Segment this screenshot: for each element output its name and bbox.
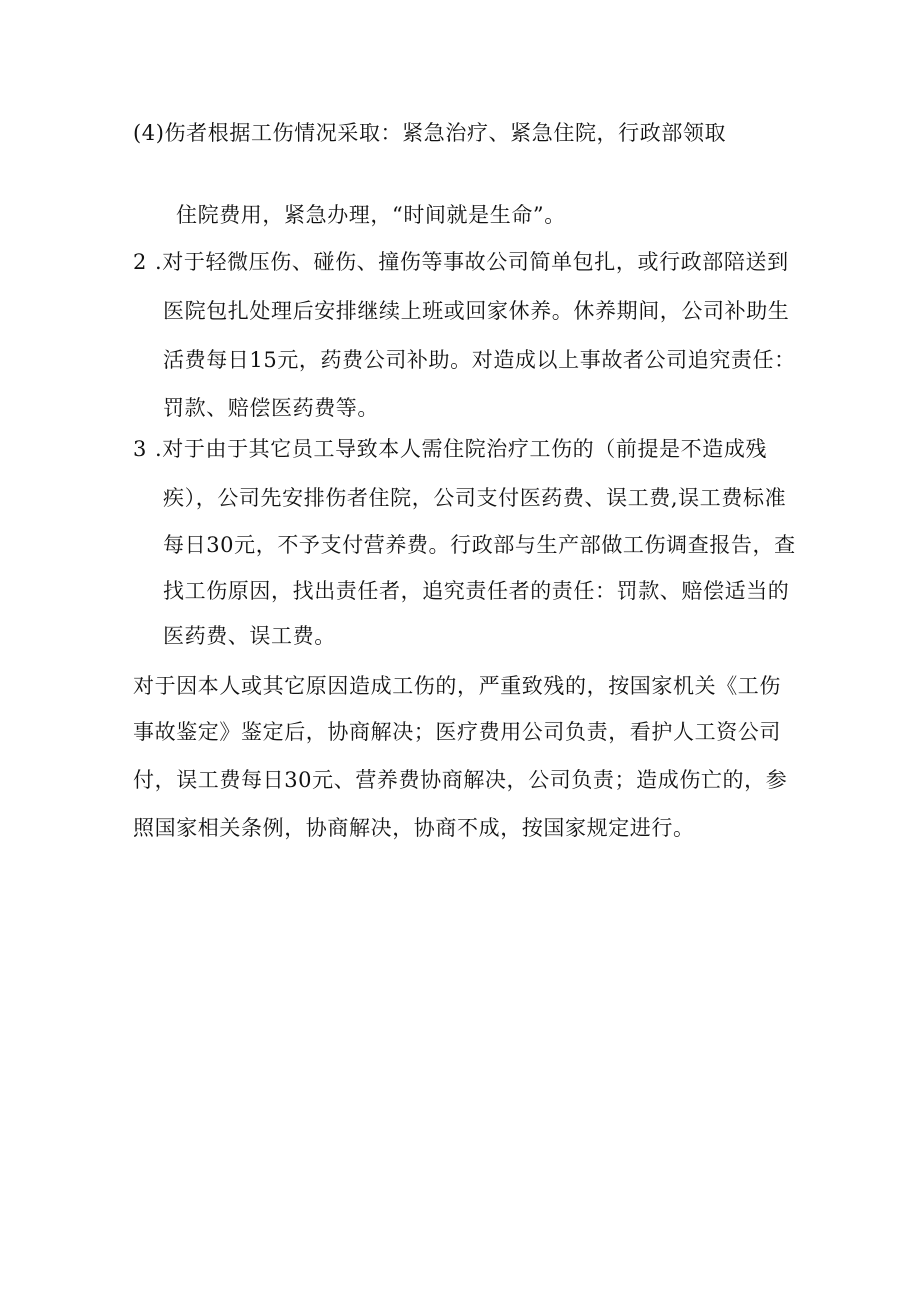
item3-line-2: 疾），公司先安排伤者住院，公司支付医药费、误工费,误工费标准 xyxy=(163,486,787,510)
item3-line-4: 找工伤原因，找出责任者，追究责任者的责任：罚款、赔偿适当的 xyxy=(163,579,790,603)
item4-line-2: 住院费用，紧急办理，“时间就是生命”。 xyxy=(176,203,566,227)
final-paragraph-line-4: 照国家相关条例，协商解决，协商不成，按国家规定进行。 xyxy=(133,816,695,840)
item3-line-5: 医药费、误工费。 xyxy=(163,624,336,648)
final-paragraph-line-3: 付，误工费每日30元、营养费协商解决，公司负责；造成伤亡的，参 xyxy=(133,768,788,792)
final-paragraph-line-2: 事故鉴定》鉴定后，协商解决；医疗费用公司负责，看护人工资公司 xyxy=(133,720,781,744)
item3-number: 3 xyxy=(133,437,147,461)
item2-line-2: 医院包扎处理后安排继续上班或回家休养。休养期间，公司补助生 xyxy=(163,299,790,323)
item2-line-4: 罚款、赔偿医药费等。 xyxy=(163,396,379,420)
item2-line-1: .对于轻微压伤、碰伤、撞伤等事故公司简单包扎，或行政部陪送到 xyxy=(155,250,789,274)
item4-line-1: (4)伤者根据工伤情况采取：紧急治疗、紧急住院，行政部领取 xyxy=(133,121,727,145)
item3-line-3: 每日30元，不予支付营养费。行政部与生产部做工伤调查报告，查 xyxy=(163,533,796,557)
final-paragraph-line-1: 对于因本人或其它原因造成工伤的，严重致残的，按国家机关《工伤 xyxy=(133,674,781,698)
item2-number: 2 xyxy=(133,250,147,274)
item2-line-3: 活费每日15元，药费公司补助。对造成以上事故者公司追究责任： xyxy=(163,348,796,372)
item3-line-1: .对于由于其它员工导致本人需住院治疗工伤的（前提是不造成残 xyxy=(155,437,768,461)
